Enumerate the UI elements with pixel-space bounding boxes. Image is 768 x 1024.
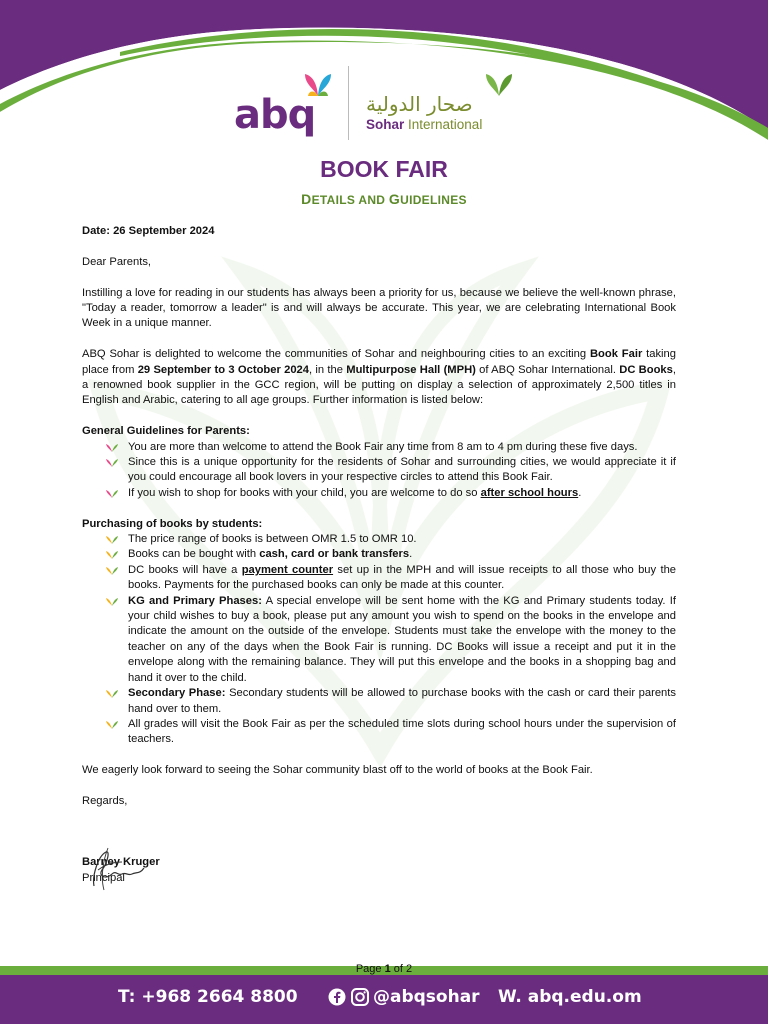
instagram-icon	[351, 988, 369, 1006]
list-item	[82, 717, 676, 748]
regards: Regards,	[82, 794, 128, 807]
text-run: taking place from	[82, 348, 676, 376]
butterfly-bullet-icon	[106, 535, 118, 545]
page-label: Page	[355, 963, 385, 975]
list-item-text: All grades will visit the Book Fair as per the scheduled time slots during school hours under the supervision of teachers.	[128, 717, 676, 746]
date-text: Date: 26 September 2024	[82, 225, 215, 237]
text-run: ABQ Sohar is delighted to welcome the communities of Sohar and neighbouring cities to an exciting	[82, 348, 590, 361]
list-item-text: set up in the MPH and will issue receipts to all those who buy the books. Payments for the purchased books can only be made at this counter.	[128, 563, 677, 592]
signatory-role: Principal	[82, 871, 125, 884]
butterfly-bullet-icon	[106, 597, 118, 607]
paragraph-book-fair	[82, 347, 676, 409]
list-item-text: Since this is a unique opportunity for the residents of Sohar and surrounding cities, we would appreciate it if you could encourage all book lovers in your respective circles to attend this Book Fair.	[128, 456, 676, 484]
page-sep: of	[390, 963, 407, 975]
list-item	[82, 547, 676, 562]
list-item	[82, 594, 676, 686]
sohar-english-name	[366, 117, 482, 132]
emphasis-text: after school hours	[480, 486, 579, 499]
list-item-text: Secondary students will be allowed to purchase books with the cash or card their parents hand over to them.	[128, 687, 676, 715]
list-item-text: Books can be bought with	[128, 548, 260, 561]
list-item-text: The price range of books is between OMR 1.5 to OMR 10.	[128, 533, 417, 546]
purchasing-heading	[82, 517, 676, 532]
letter-body	[82, 224, 676, 886]
subtitle-part: D	[301, 191, 312, 207]
butterfly-bullet-icon	[106, 489, 118, 499]
list-item	[82, 440, 676, 455]
list-item-text: DC books will have a	[128, 563, 242, 576]
text-run: , a renowned book supplier in the GCC region, will be putting on display a selection of approximately 2,500 titles in English and Arabic, catering to all age groups. Further information is listed below:	[82, 363, 676, 407]
page-title: BOOK FAIR	[320, 156, 448, 182]
paragraph-intro: Instilling a love for reading in our students has always been a priority for us, because we believe the well-known phrase, "Today a reader, tomorrow a leader" is and will always be accurate. This year, we are celebrating International Book Week in a unique manner.	[82, 286, 676, 330]
butterfly-bullet-icon	[106, 458, 118, 468]
facebook-icon	[328, 988, 346, 1006]
text-run: Book Fair	[589, 348, 643, 361]
list-item-text: .	[578, 486, 582, 499]
text-run: , in the	[309, 363, 347, 376]
footer-social-handle: @abqsohar	[373, 987, 480, 1007]
text-run: 29 September to 3 October 2024	[137, 363, 309, 376]
international-word: International	[404, 117, 483, 132]
list-item	[82, 532, 676, 547]
butterfly-bullet-icon	[106, 689, 118, 699]
sohar-logo-mark	[484, 70, 514, 100]
current-page: 1	[384, 963, 391, 975]
subtitle-part: ETAILS AND	[311, 193, 389, 207]
sohar-word: Sohar	[366, 117, 405, 132]
butterfly-bullet-icon	[106, 566, 118, 576]
list-item	[82, 563, 676, 594]
salutation: Dear Parents,	[82, 255, 152, 268]
list-item-text: If you wish to shop for books with your child, you are welcome to do so	[128, 486, 481, 499]
heading-text: General Guidelines for Parents:	[82, 425, 250, 438]
butterfly-bullet-icon	[106, 443, 118, 453]
sohar-arabic-name: صحار الدولية	[366, 92, 473, 116]
signature-image	[88, 846, 148, 892]
footer-phone: T: +968 2664 8800	[118, 987, 298, 1007]
logo-divider	[348, 66, 349, 140]
list-item	[82, 686, 676, 717]
subtitle-part: UIDELINES	[400, 193, 467, 207]
emphasis-text: Secondary Phase:	[128, 687, 226, 700]
list-item	[82, 455, 676, 486]
list-item-text: A special envelope will be sent home with the KG and Primary students today. If your child wishes to buy a book, please put any amount you wish to spend on the books in the envelope and indicate the amount on the outside of the envelope. Students must take the envelope with the money to the teacher on any of the days when the Book Fair is running. DC Books will issue a receipt and put it in the envelope along with the remaining balance. They will put this envelope and the books in a shopping bag and hand it over to the child.	[128, 594, 676, 684]
list-item-text: You are more than welcome to attend the Book Fair any time from 8 am to 4 pm during these five days.	[128, 440, 638, 453]
abq-logo-text: abq	[234, 92, 316, 138]
list-item-text: .	[409, 548, 413, 561]
butterfly-bullet-icon	[106, 550, 118, 560]
subtitle-part: G	[388, 191, 401, 207]
signatory-name	[82, 855, 676, 870]
text-run: Multipurpose Hall (MPH)	[346, 363, 476, 376]
footer-website: W. abq.edu.om	[498, 987, 642, 1007]
text-run: of ABQ Sohar International.	[475, 363, 620, 376]
heading-text: Purchasing of books by students:	[82, 517, 263, 530]
butterfly-bullet-icon	[106, 720, 118, 730]
page-subtitle	[0, 191, 768, 207]
text-run: DC Books	[619, 363, 673, 376]
emphasis-text: payment counter	[241, 563, 334, 576]
guidelines-heading	[82, 424, 676, 439]
emphasis-text: KG and Primary Phases:	[128, 594, 262, 607]
header-banner	[0, 0, 768, 160]
page-number	[0, 963, 768, 975]
total-pages: 2	[406, 963, 413, 975]
name-text: Barney Kruger	[82, 856, 160, 869]
list-item	[82, 486, 676, 501]
emphasis-text: cash, card or bank transfers	[259, 548, 410, 561]
date-line	[82, 224, 676, 239]
closing-paragraph: We eagerly look forward to seeing the Sohar community blast off to the world of books at the Book Fair.	[82, 764, 593, 777]
